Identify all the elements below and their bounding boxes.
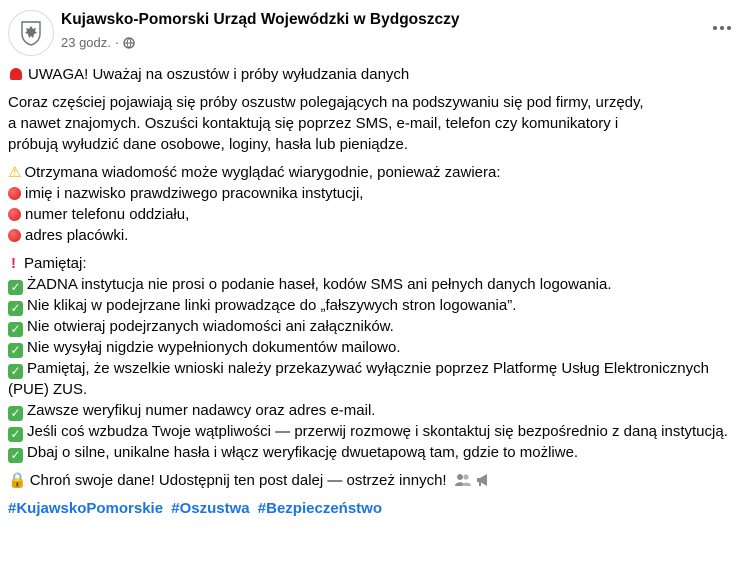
megaphone-icon bbox=[475, 473, 491, 487]
intro-paragraph bbox=[8, 92, 740, 155]
more-dot bbox=[727, 26, 731, 30]
meta-separator: · bbox=[114, 35, 120, 50]
globe-icon[interactable] bbox=[123, 37, 135, 49]
intro-line: a nawet znajomych. Oszuści kontaktują się poprzez SMS, e-mail, telefon czy komunikatory i bbox=[8, 115, 619, 132]
coat-of-arms-icon bbox=[16, 18, 46, 48]
check-item: Nie klikaj w podejrzane linki prowadzące do „fałszywych stron logowania”. bbox=[27, 297, 517, 314]
warning-text: Otrzymana wiadomość może wyglądać wiarygodnie, ponieważ zawiera: bbox=[24, 164, 501, 181]
red-circle-icon bbox=[8, 208, 21, 221]
check-item: Pamiętaj, że wszelkie wnioski należy przekazywać wyłącznie poprzez Platformę Usług Elektronicznych (PUE) ZUS. bbox=[8, 360, 709, 398]
hashtags bbox=[8, 498, 740, 519]
check-item: Jeśli coś wzbudza Twoje wątpliwości — przerwij rozmowę i skontaktuj się bezpośrednio z daną instytucją. bbox=[27, 423, 728, 440]
red-item: imię i nazwisko prawdziwego pracownika instytucji, bbox=[25, 185, 364, 202]
post-header bbox=[8, 8, 740, 58]
hashtag-link[interactable]: #Oszustwa bbox=[171, 500, 250, 517]
page-avatar[interactable] bbox=[8, 10, 54, 56]
check-icon: ✓ bbox=[8, 322, 23, 337]
post-time[interactable]: 23 godz. bbox=[61, 35, 111, 50]
remember-text: Pamiętaj: bbox=[24, 255, 87, 272]
check-item: Zawsze weryfikuj numer nadawcy oraz adres e-mail. bbox=[27, 402, 376, 419]
intro-line: Coraz częściej pojawiają się próby oszustw polegających na podszywaniu się pod firmy, urzędy, bbox=[8, 94, 644, 111]
hashtag-link[interactable]: #KujawskoPomorskie bbox=[8, 500, 164, 517]
headline-text: UWAGA! Uważaj na oszustów i próby wyłudzania danych bbox=[28, 66, 410, 83]
post-body bbox=[8, 64, 740, 526]
lock-icon: 🔒 bbox=[8, 471, 27, 489]
red-circle-icon bbox=[8, 187, 21, 200]
exclamation-icon: ! bbox=[11, 255, 16, 272]
check-icon: ✓ bbox=[8, 343, 23, 358]
red-item: adres placówki. bbox=[25, 227, 129, 244]
check-item: Nie otwieraj podejrzanych wiadomości ani załączników. bbox=[27, 318, 394, 335]
red-item: numer telefonu oddziału, bbox=[25, 206, 190, 223]
headline-paragraph bbox=[8, 64, 740, 85]
more-dot bbox=[720, 26, 724, 30]
warning-paragraph bbox=[8, 162, 740, 246]
check-icon: ✓ bbox=[8, 301, 23, 316]
page-name-link[interactable]: Kujawsko-Pomorski Urząd Wojewódzki w Bydgoszczy bbox=[61, 11, 460, 28]
check-item: ŻADNA instytucja nie prosi o podanie haseł, kodów SMS ani pełnych danych logowania. bbox=[27, 276, 612, 293]
closing-paragraph bbox=[8, 470, 740, 491]
check-item: Nie wysyłaj nigdzie wypełnionych dokumentów mailowo. bbox=[27, 339, 401, 356]
check-icon: ✓ bbox=[8, 406, 23, 421]
warning-icon: ⚠ bbox=[8, 163, 22, 181]
check-icon: ✓ bbox=[8, 448, 23, 463]
check-icon: ✓ bbox=[8, 364, 23, 379]
more-options-button[interactable] bbox=[708, 18, 736, 38]
check-item: Dbaj o silne, unikalne hasła i włącz weryfikację dwuetapową tam, gdzie to możliwe. bbox=[27, 444, 579, 461]
check-icon: ✓ bbox=[8, 280, 23, 295]
remember-paragraph bbox=[8, 253, 740, 463]
closing-text: Chroń swoje dane! Udostępnij ten post dalej — ostrzeż innych! bbox=[29, 472, 447, 489]
siren-icon bbox=[10, 68, 22, 80]
post-meta bbox=[61, 35, 135, 50]
red-circle-icon bbox=[8, 229, 21, 242]
check-icon: ✓ bbox=[8, 427, 23, 442]
more-dot bbox=[713, 26, 717, 30]
intro-line: próbują wyłudzić dane osobowe, loginy, hasła lub pieniądze. bbox=[8, 136, 408, 153]
people-icon bbox=[455, 473, 471, 487]
hashtag-link[interactable]: #Bezpieczeństwo bbox=[257, 500, 382, 517]
